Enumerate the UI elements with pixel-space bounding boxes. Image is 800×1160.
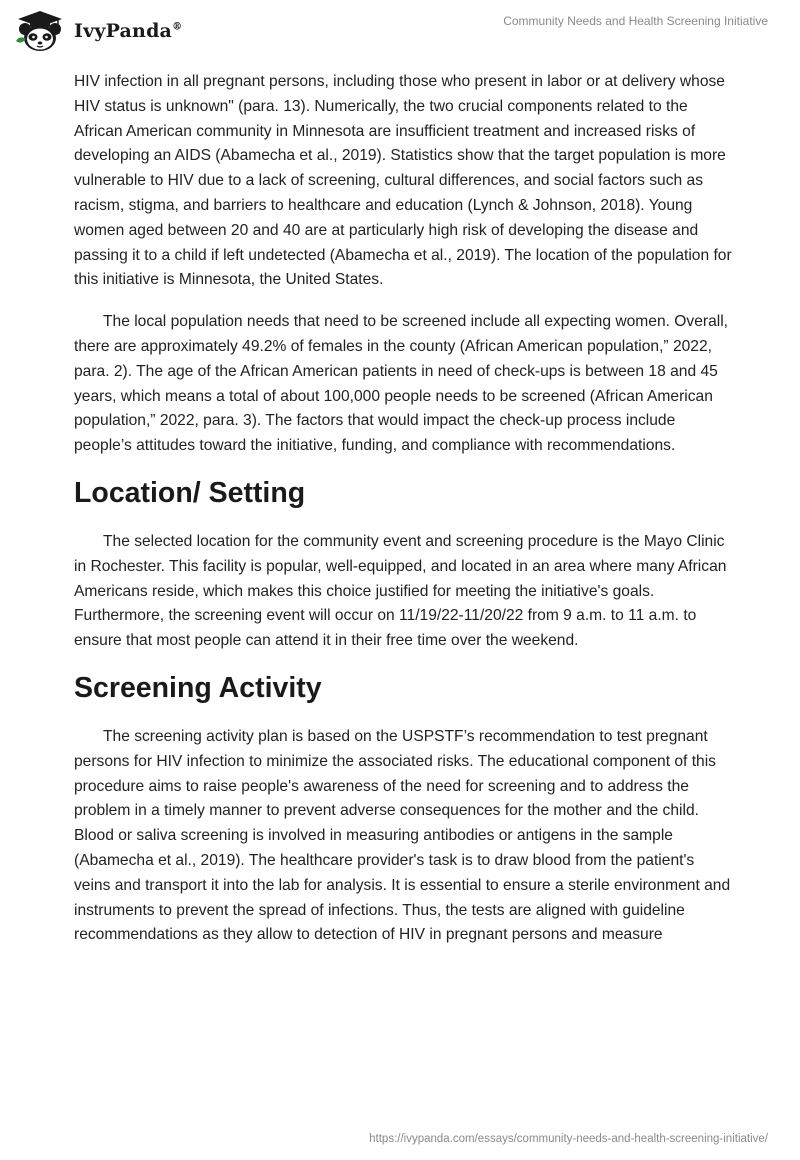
essay-content — [74, 70, 734, 965]
brand-name: IvyPanda® — [74, 20, 183, 42]
paragraph: The screening activity plan is based on the USPSTF’s recommendation to test pregnant persons for HIV infection to minimize the associated risks. The educational component of this procedure aims to raise people's awareness of the need for screening and to address the problem in a timely manner to prevent adverse consequences for the mother and the child. Blood or saliva screening is involved in measuring antibodies or antigens in the sample (Abamecha et al., 2019). The healthcare provider's task is to draw blood from the patient's veins and transport it into the lab for analysis. It is essential to ensure a sterile environment and instruments to prevent the spread of infections. Thus, the tests are aligned with guideline recommendations as they allow to detection of HIV in pregnant persons and measure — [74, 727, 731, 944]
paragraph: The selected location for the community event and screening procedure is the Mayo Clinic in Rochester. This facility is popular, well-equipped, and located in an area where many African Americans reside, which makes this choice justified for meeting the initiative's goals. Furthermore, the screening event will occur on 11/19/22-11/20/22 from 9 a.m. to 11 a.m. to ensure that most people can attend it in their free time over the weekend. — [74, 532, 727, 650]
paragraph: The local population needs that need to be screened include all expecting women. Overall, there are approximately 49.2% of females in the county (African American population,” 2022, para. 2). The age of the African American patients in need of check-ups is between 18 and 45 years, which means a total of about 100,000 people needs to be screened (African American population,” 2022, para. 3). The factors that would impact the check-up process include people’s attitudes toward the initiative, funding, and compliance with recommendations. — [74, 313, 729, 455]
page-header — [0, 0, 800, 60]
section-heading-screening: Screening Activity — [74, 671, 322, 704]
source-url[interactable]: https://ivypanda.com/essays/community-needs-and-health-screening-initiative/ — [369, 1133, 768, 1145]
document-title: Community Needs and Health Screening Initiative — [503, 14, 768, 28]
ivypanda-logo[interactable] — [14, 9, 182, 53]
section-heading-location: Location/ Setting — [74, 476, 306, 509]
paragraph: HIV infection in all pregnant persons, including those who present in labor or at delivery whose HIV status is unknown" (para. 13). Numerically, the two crucial components related to the African American community in Minnesota are insufficient treatment and increased risks of developing an AIDS (Abamecha et al., 2019). Statistics show that the target population is more vulnerable to HIV due to a lack of screening, cultural differences, and social factors such as racism, stigma, and barriers to healthcare and education (Lynch & Johnson, 2018). Young women aged between 20 and 40 are at particularly high risk of developing the disease and passing it to a child if left undetected (Abamecha et al., 2019). The location of the population for this initiative is Minnesota, the United States. — [74, 73, 732, 289]
panda-graduate-icon — [14, 9, 66, 53]
